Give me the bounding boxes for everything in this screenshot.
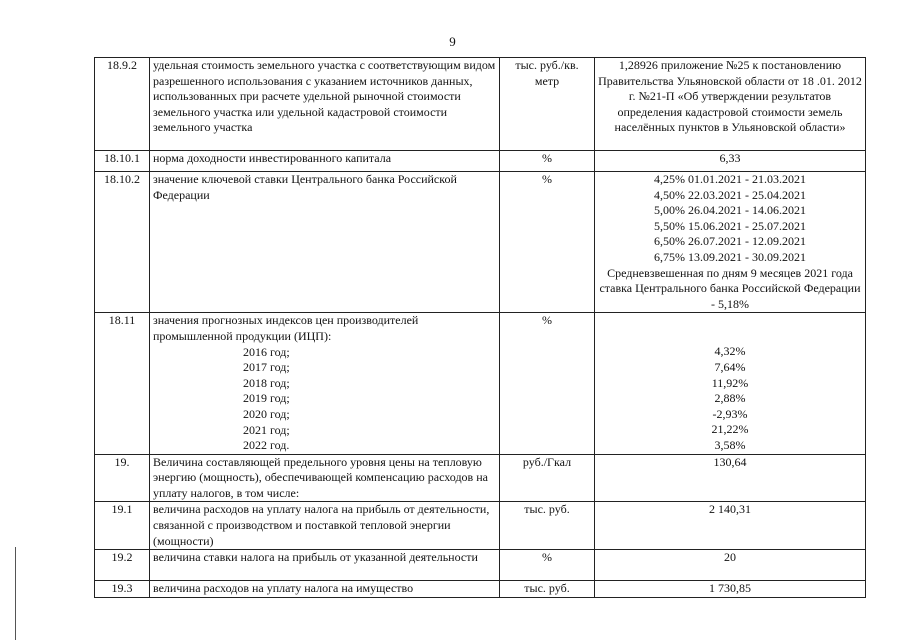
- key-rate-period: 6,75% 13.09.2021 - 30.09.2021: [654, 249, 806, 264]
- row-description: величина расходов на уплату налога на имущество: [150, 581, 500, 598]
- key-rate-period: 5,00% 26.04.2021 - 14.06.2021: [654, 203, 806, 218]
- key-rate-average: Средневзвешенная по дням 9 месяцев 2021 года ставка Центрального банка Российской Федерации - 5,18%: [599, 265, 861, 311]
- table-row: [95, 454, 866, 502]
- row-number: 19.: [95, 454, 150, 502]
- ipc-value: 11,92%: [711, 375, 749, 390]
- row-number: 19.3: [95, 581, 150, 598]
- row-number: 18.9.2: [95, 58, 150, 151]
- row-number: 19.1: [95, 502, 150, 550]
- table-row: [95, 550, 866, 581]
- row-value: 6,33: [595, 151, 866, 172]
- ipc-value: 4,32%: [714, 344, 746, 359]
- row-value: 1,28926 приложение №25 к постановлению Правительства Ульяновской области от 18 .01. 2012 г. №21-П «Об утверждении результатов определения кадастровой стоимости земель населённых пунктов в Ульяновской области»: [595, 58, 866, 151]
- table-row: [95, 581, 866, 598]
- ipc-year: 2019 год;: [243, 391, 290, 406]
- row-description: [150, 313, 500, 454]
- row-unit: тыс. руб.: [500, 581, 595, 598]
- ipc-value: 2,88%: [714, 391, 746, 406]
- key-rate-period: 4,50% 22.03.2021 - 25.04.2021: [654, 187, 806, 202]
- row-unit: руб./Гкал: [500, 454, 595, 502]
- table-row: [95, 172, 866, 313]
- row-description: Величина составляющей предельного уровня цены на тепловую энергию (мощность), обеспечивающей компенсацию расходов на уплату налогов, в том числе:: [150, 454, 500, 502]
- row-description: норма доходности инвестированного капитала: [150, 151, 500, 172]
- table-row: [95, 151, 866, 172]
- ipc-year: 2021 год;: [243, 422, 290, 437]
- row-unit: тыс. руб.: [500, 502, 595, 550]
- row-value: 2 140,31: [595, 502, 866, 550]
- row-unit: %: [500, 172, 595, 313]
- table-row: [95, 502, 866, 550]
- ipc-year: 2020 год;: [243, 406, 290, 421]
- row-number: 18.10.1: [95, 151, 150, 172]
- key-rate-period: 4,25% 01.01.2021 - 21.03.2021: [654, 172, 806, 186]
- row-unit: %: [500, 550, 595, 581]
- scan-margin-line: [15, 547, 16, 640]
- row-value: 1 730,85: [595, 581, 866, 598]
- row-value: 20: [595, 550, 866, 581]
- ipc-year: 2017 год;: [243, 360, 290, 375]
- ipc-value: -2,93%: [712, 406, 748, 421]
- row-unit: тыс. руб./кв. метр: [500, 58, 595, 151]
- ipc-value: 7,64%: [714, 359, 746, 374]
- row-description: значение ключевой ставки Центрального банка Российской Федерации: [150, 172, 500, 313]
- ipc-title: значения прогнозных индексов цен производителей промышленной продукции (ИЦП):: [153, 313, 419, 343]
- page-number: 9: [449, 34, 456, 49]
- row-unit: %: [500, 313, 595, 454]
- ipc-value: 21,22%: [711, 422, 749, 437]
- ipc-year: 2018 год;: [243, 375, 290, 390]
- row-number: 18.10.2: [95, 172, 150, 313]
- key-rate-period: 5,50% 15.06.2021 - 25.07.2021: [654, 218, 806, 233]
- key-rate-period: 6,50% 26.07.2021 - 12.09.2021: [654, 234, 806, 249]
- row-number: 19.2: [95, 550, 150, 581]
- row-description: величина ставки налога на прибыль от указанной деятельности: [150, 550, 500, 581]
- ipc-values: [595, 313, 866, 454]
- tariff-table: [94, 57, 866, 598]
- row-number: 18.11: [95, 313, 150, 454]
- ipc-value: 3,58%: [714, 437, 746, 452]
- row-description: величина расходов на уплату налога на прибыль от деятельности, связанной с производством и поставкой тепловой энергии (мощности): [150, 502, 500, 550]
- ipc-year: 2016 год;: [243, 344, 290, 359]
- ipc-year: 2022 год.: [243, 438, 290, 453]
- row-value: 130,64: [595, 454, 866, 502]
- key-rate-values: [595, 172, 866, 313]
- row-description: удельная стоимость земельного участка с соответствующим видом разрешенного использования с указанием источников данных, использованных при расчете удельной рыночной стоимости земельного участка или удельной кадастровой стоимости земельного участка: [150, 58, 500, 151]
- table-row: [95, 58, 866, 151]
- row-unit: %: [500, 151, 595, 172]
- table-row: [95, 313, 866, 454]
